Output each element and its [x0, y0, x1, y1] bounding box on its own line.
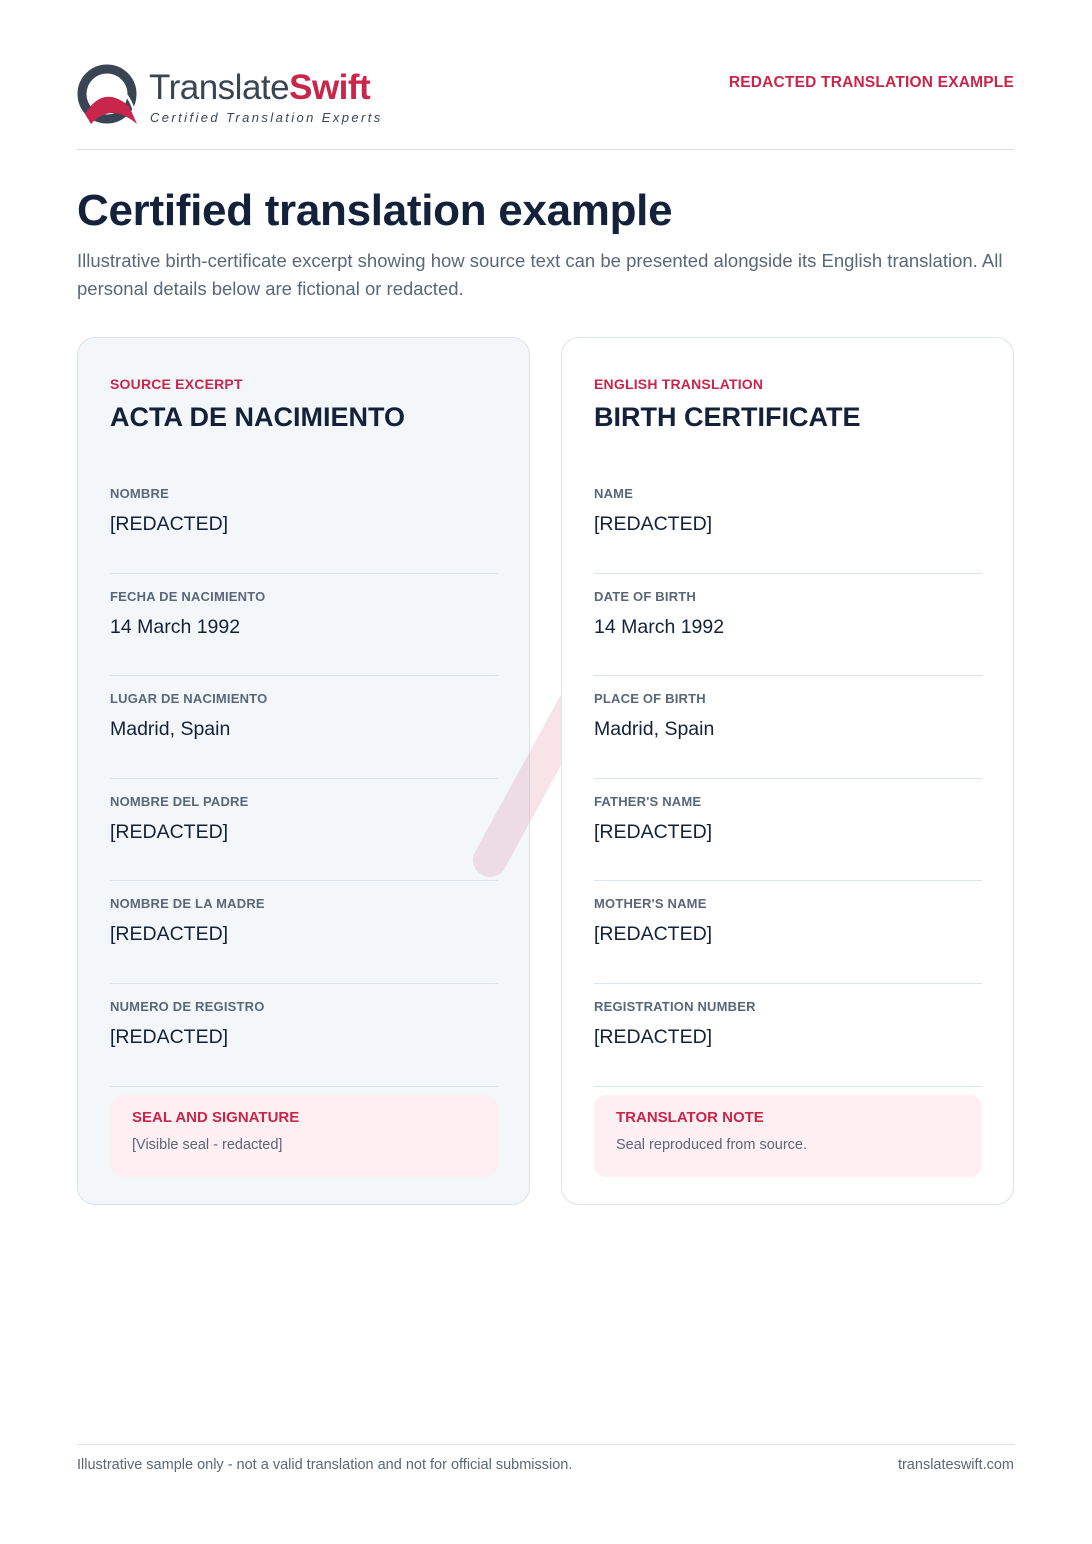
source-field — [110, 471, 498, 574]
footer-disclaimer: Illustrative sample only - not a valid translation and not for official submission. — [77, 1457, 573, 1473]
translation-field — [594, 471, 982, 574]
note-text: [Visible seal - redacted] — [132, 1137, 283, 1153]
logo-mark-icon — [77, 62, 147, 130]
field-value: [REDACTED] — [110, 923, 229, 946]
translation-field — [594, 676, 982, 779]
translation-card — [561, 337, 1014, 1205]
source-field-list — [110, 471, 498, 1087]
field-label: REGISTRATION NUMBER — [594, 998, 756, 1014]
brand-logo[interactable] — [77, 62, 407, 130]
field-value: [REDACTED] — [110, 820, 229, 843]
field-value: Madrid, Spain — [110, 718, 231, 741]
field-label: NOMBRE DE LA MADRE — [110, 896, 265, 912]
field-label: FATHER'S NAME — [594, 793, 702, 809]
translation-field — [594, 574, 982, 677]
page-title: Certified translation example — [77, 186, 673, 235]
source-field — [110, 676, 498, 779]
page-header — [77, 58, 1014, 150]
translation-field — [594, 779, 982, 882]
source-kicker: SOURCE EXCERPT — [110, 376, 243, 392]
field-value: [REDACTED] — [594, 1025, 713, 1048]
logo-wordmark — [149, 68, 370, 108]
field-value: [REDACTED] — [594, 923, 713, 946]
field-label: FECHA DE NACIMIENTO — [110, 588, 266, 604]
field-label: MOTHER'S NAME — [594, 896, 707, 912]
source-field — [110, 779, 498, 882]
note-title: SEAL AND SIGNATURE — [132, 1109, 300, 1126]
field-label: LUGAR DE NACIMIENTO — [110, 691, 268, 707]
field-value: [REDACTED] — [110, 513, 229, 535]
field-label: DATE OF BIRTH — [594, 588, 697, 604]
translation-heading: BIRTH CERTIFICATE — [594, 402, 861, 432]
footer-divider — [77, 1444, 1014, 1445]
note-text: Seal reproduced from source. — [616, 1137, 808, 1153]
field-label: NUMERO DE REGISTRO — [110, 998, 265, 1014]
logo-word-swift: Swift — [289, 68, 371, 107]
field-value: 14 March 1992 — [594, 615, 725, 638]
logo-tagline: Certified Translation Experts — [150, 110, 383, 125]
translation-kicker: ENGLISH TRANSLATION — [594, 376, 764, 392]
header-tag: REDACTED TRANSLATION EXAMPLE — [728, 74, 1014, 91]
translation-field — [594, 984, 982, 1087]
note-title: TRANSLATOR NOTE — [616, 1109, 764, 1126]
field-value: Madrid, Spain — [594, 718, 715, 741]
source-field — [110, 881, 498, 984]
field-label: NAME — [594, 486, 634, 501]
field-label: NOMBRE DEL PADRE — [110, 793, 249, 809]
field-label: NOMBRE — [110, 486, 169, 501]
field-value: [REDACTED] — [594, 820, 713, 843]
source-field — [110, 574, 498, 677]
translator-note — [594, 1095, 982, 1177]
logo-word-translate: Translate — [149, 68, 290, 107]
translation-field-list — [594, 471, 982, 1087]
seal-note — [110, 1095, 498, 1177]
field-value: [REDACTED] — [110, 1025, 229, 1048]
field-label: PLACE OF BIRTH — [594, 691, 706, 707]
source-field — [110, 984, 498, 1087]
header-divider — [77, 149, 1014, 150]
page-subtitle: Illustrative birth-certificate excerpt showing how source text can be presented alongside its English translation. All personal details below are fictional or redacted. — [77, 250, 1003, 299]
footer-site-link[interactable]: translateswift.com — [897, 1457, 1014, 1473]
source-heading: ACTA DE NACIMIENTO — [110, 402, 405, 432]
translation-field — [594, 881, 982, 984]
field-value: [REDACTED] — [594, 513, 713, 535]
field-value: 14 March 1992 — [110, 615, 241, 638]
